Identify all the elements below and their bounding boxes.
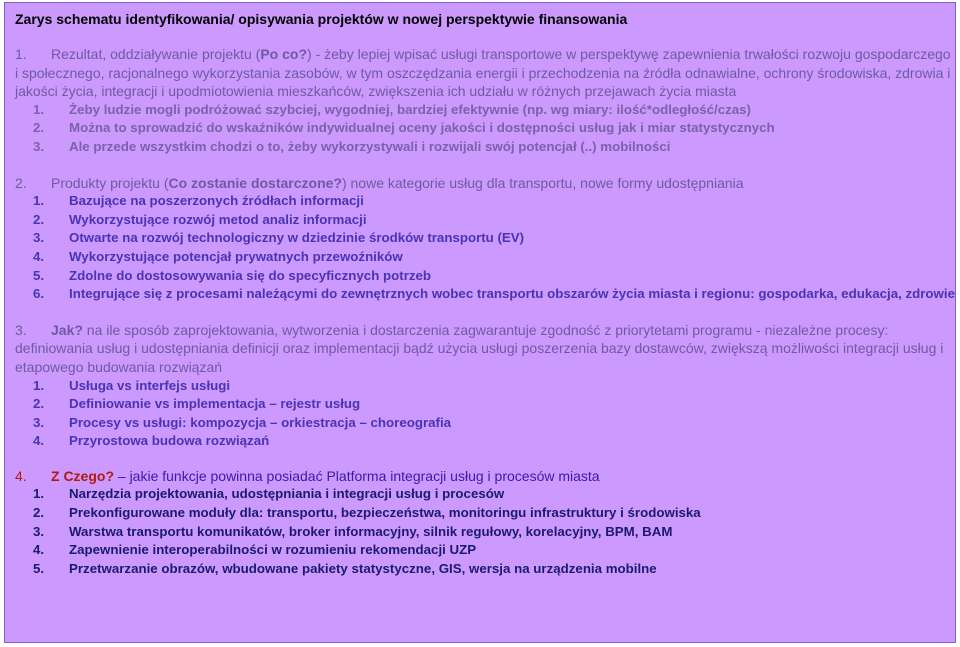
section-number: 2. xyxy=(15,174,27,191)
section-2-items xyxy=(15,192,955,304)
section-label: Po co? xyxy=(260,46,308,62)
list-item: 3. Procesy vs usługi: kompozycja – orkiestracja – choreografia xyxy=(33,414,452,430)
list-item: 3. Ale przede wszystkim chodzi o to, żeby wykorzystywali i rozwijali swój potencjał (..) mobilności xyxy=(33,138,671,154)
list-item: 2. Definiowanie vs implementacja – rejestr usług xyxy=(33,396,361,412)
section-text: – jakie funkcje powinna posiadać Platforma integracji usług i procesów miasta xyxy=(114,467,600,484)
list-item: 5. Zdolne do dostosowywania się do specyficznych potrzeb xyxy=(33,267,432,283)
section-number: 3. xyxy=(15,321,27,338)
section-label: Co zostanie dostarczone? xyxy=(168,174,342,191)
section-3 xyxy=(15,321,955,377)
section-text: ) nowe kategorie usług dla transportu, nowe formy udostępniania xyxy=(341,174,744,191)
section-2 xyxy=(15,174,955,193)
list-item: 6. Integrujące się z procesami należącymi do zewnętrznych wobec transportu obszarów życia miasta i regionu: gospodarka, edukacja, zdrowie xyxy=(33,286,955,302)
section-number: 4. xyxy=(15,467,27,484)
list-item: 3. Warstwa transportu komunikatów, broker informacyjny, silnik regułowy, korelacyjny, BPM, BAM xyxy=(33,523,673,539)
section-prefix: Produkty projektu ( xyxy=(51,174,169,191)
slide xyxy=(4,2,956,643)
section-label: Jak? xyxy=(51,321,83,338)
list-item: 4. Przyrostowa budowa rozwiązań xyxy=(33,433,270,449)
section-4 xyxy=(15,467,955,486)
list-item: 4. Wykorzystujące potencjał prywatnych przewoźników xyxy=(33,248,403,264)
section-1 xyxy=(15,45,955,101)
list-item: 5. Przetwarzanie obrazów, wbudowane pakiety statystyczne, GIS, wersja na urządzenia mobilne xyxy=(33,560,657,576)
section-text: ) - żeby lepiej wpisać usługi transportowe w perspektywę zapewnienia trwałości rozwoju gospodarczego i społecznego, racjonalnego wykorzystania zasobów, w tym oszczędzania energii i przechodzenia na źródła odnawialne, ochrony środowiska, zdrowia i jakości życia, integracji i upodmiotowienia mieszkańców, zwiększenia ich udziału w różnych przejawach życia miasta xyxy=(15,46,951,100)
list-item: 1. Narzędzia projektowania, udostępniania i integracji usług i procesów xyxy=(33,486,505,502)
list-item: 1. Bazujące na poszerzonych źródłach informacji xyxy=(33,193,364,209)
section-4-items xyxy=(15,485,955,578)
list-item: 1. Usługa vs interfejs usługi xyxy=(33,377,231,393)
section-1-items xyxy=(15,101,955,157)
list-item: 2. Prekonfigurowane moduły dla: transportu, bezpieczeństwa, monitoringu infrastruktury i środowiska xyxy=(33,505,701,521)
section-prefix: Rezultat, oddziaływanie projektu ( xyxy=(51,46,261,62)
list-item: 2. Wykorzystujące rozwój metod analiz informacji xyxy=(33,211,367,227)
list-item: 2. Można to sprowadzić do wskaźników indywidualnej oceny jakości i dostępności usług jak i miar statystycznych xyxy=(33,120,775,136)
section-3-items xyxy=(15,377,955,451)
list-item: 1. Żeby ludzie mogli podróżować szybciej, wygodniej, bardziej efektywnie (np. wg miary: ilość*odległość/czas) xyxy=(33,101,751,117)
list-item: 4. Zapewnienie interoperabilności w rozumieniu rekomendacji UZP xyxy=(33,542,477,558)
section-label: Z Czego? xyxy=(51,467,114,484)
section-text: na ile sposób zaprojektowania, wytworzenia i dostarczenia zagwarantuje zgodność z priorytetami programu - niezależne procesy: definiowania usług i udostępniania definicji oraz implementacji bądź użycia usługi poszerzenia bazy dostawców, zwiększą możliwości integracji usług i etapowego budowania rozwiązań xyxy=(15,321,944,375)
section-number: 1. xyxy=(15,46,27,62)
page-title: Zarys schematu identyfikowania/ opisywania projektów w nowej perspektywie finansowania xyxy=(15,11,628,27)
list-item: 3. Otwarte na rozwój technologiczny w dziedzinie środków transportu (EV) xyxy=(33,230,525,246)
